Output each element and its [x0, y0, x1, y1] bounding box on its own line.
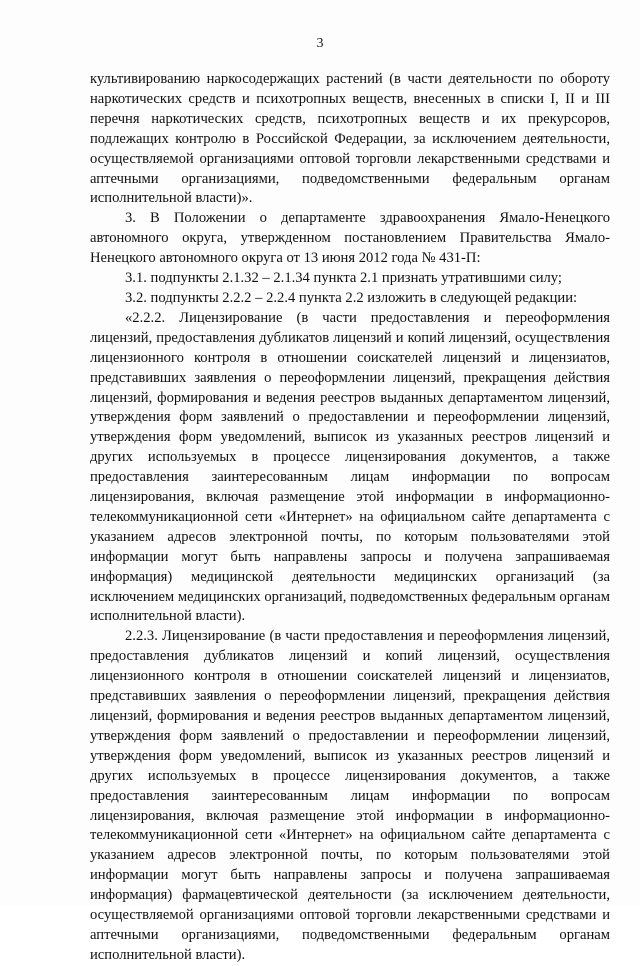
page-number: 3 — [316, 36, 324, 51]
paragraph-continuation: культивированию наркосодержащих растений (в части деятельности по обороту наркотических средств и психотропных веществ, внесенных в списки I, II и III перечня наркотических средств, психотропных веществ и их прекурсоров, подлежащих контролю в Российской Федерации, за исключением деятельности, осуществляемой организациями оптовой торговли лекарственными средствами и аптечными организациями, подведомственными федеральным органам исполнительной власти)». — [90, 71, 610, 207]
paragraph-item-2-2-2: «2.2.2. Лицензирование (в части предоставления и переоформления лицензий, предоставления дубликатов лицензий и копий лицензий, осуществления лицензионного контроля в отношении соискателей лицензий и лицензиатов, представивших заявления о переоформлении лицензий, прекращения действия лицензий, формирования и ведения реестров выданных департаментом лицензий, утверждения форм заявлений о предоставлении и переоформлении лицензий, утверждения форм уведомлений, выписок из указанных реестров лицензий и других используемых в процессе лицензирования документов, а также предоставления заинтересованным лицам информации по вопросам лицензирования, включая размещение этой информации в информационно-телекоммуникационной сети «Интернет» на официальном сайте департамента с указанием адресов электронной почты, по которым пользователями этой информации могут быть направлены запросы и получена запрашиваемая информация) медицинской деятельности медицинских организаций (за исключением медицинских организаций, подведомственных федеральным органам исполнительной власти). — [90, 309, 610, 625]
document-body — [90, 70, 610, 966]
paragraph-item-3-2: 3.2. подпункты 2.2.2 – 2.2.4 пункта 2.2 изложить в следующей редакции: — [125, 289, 578, 306]
paragraph-item-3: 3. В Положении о департаменте здравоохранения Ямало-Ненецкого автономного округа, утвержденном постановлением Правительства Ямало-Ненецкого автономного округа от 13 июня 2012 года № 431-П: — [90, 210, 610, 267]
paragraph-item-2-2-3: 2.2.3. Лицензирование (в части предоставления и переоформления лицензий, предоставления дубликатов лицензий и копий лицензий, осуществления лицензионного контроля в отношении соискателей лицензий и лицензиатов, представивших заявления о переоформлении лицензий, прекращения действия лицензий, формирования и ведения реестров выданных департаментом лицензий, утверждения форм заявлений о предоставлении и переоформлении лицензий, утверждения форм уведомлений, выписок из указанных реестров лицензий и других используемых в процессе лицензирования документов, а также предоставления заинтересованным лицам информации по вопросам лицензирования, включая размещение этой информации в информационно-телекоммуникационной сети «Интернет» на официальном сайте департамента с указанием адресов электронной почты, по которым пользователями этой информации могут быть направлены запросы и получена запрашиваемая информация) фармацевтической деятельности (за исключением деятельности, осуществляемой организациями оптовой торговли лекарственными средствами и аптечными организациями, подведомственными федеральным органам исполнительной власти). — [90, 628, 610, 963]
paragraph-item-3-1: 3.1. подпункты 2.1.32 – 2.1.34 пункта 2.1 признать утратившими силу; — [125, 270, 562, 287]
